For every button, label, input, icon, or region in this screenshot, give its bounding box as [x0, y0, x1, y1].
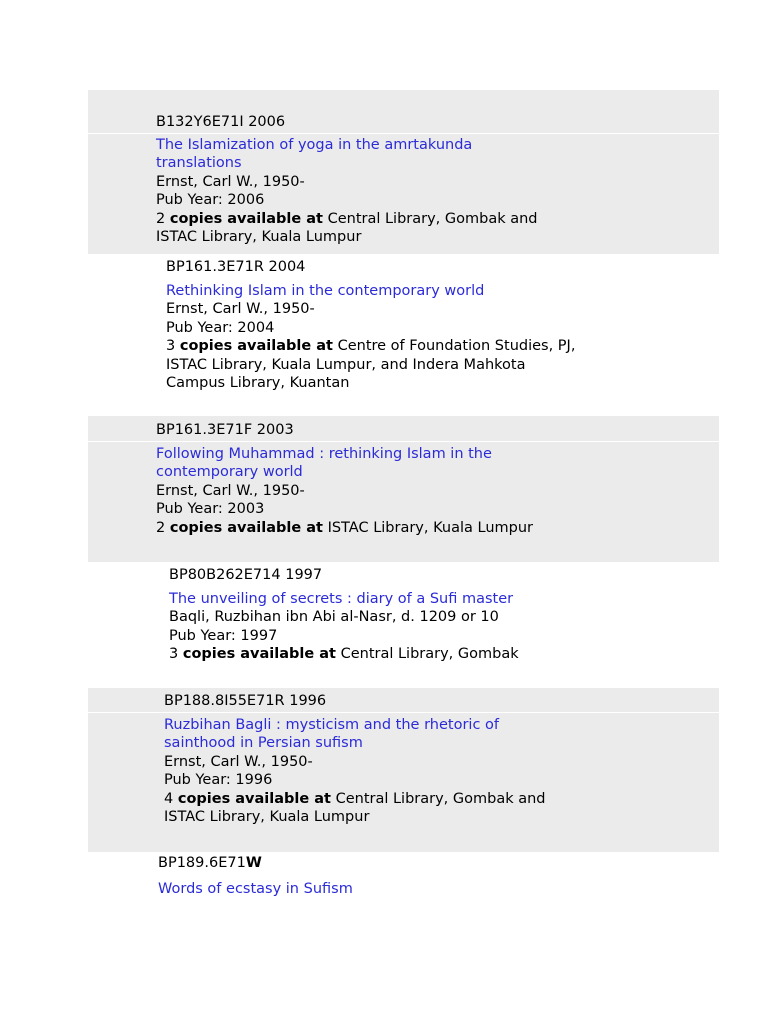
divider: [88, 441, 719, 442]
author: Ernst, Carl W., 1950-: [164, 753, 313, 770]
copies-count: 2: [156, 519, 166, 536]
copies-count: 3: [169, 646, 179, 663]
title-link[interactable]: Rethinking Islam in the contemporary world: [166, 283, 485, 299]
record-body: [156, 136, 586, 246]
copies-availability: [164, 790, 569, 827]
locations: ISTAC Library, Kuala Lumpur: [327, 519, 533, 536]
locations: Central Library, Gombak and ISTAC Library, Kuala Lumpur: [156, 210, 538, 246]
title-link[interactable]: The unveiling of secrets : diary of a Sufi master: [169, 591, 514, 607]
copies-label: copies available at: [179, 338, 333, 355]
locations: Central Library, Gombak and ISTAC Library, Kuala Lumpur: [164, 790, 546, 826]
copies-availability: [169, 645, 599, 663]
copies-availability: [156, 210, 561, 247]
copies-availability: [156, 519, 586, 537]
pub-year: Pub Year: 1996: [164, 772, 273, 789]
title-link[interactable]: Ruzbihan Bagli : mysticism and the rhetoric of sainthood in Persian sufism: [164, 717, 500, 752]
divider: [88, 712, 719, 713]
copies-availability: [166, 337, 581, 392]
record-body: [164, 716, 594, 826]
copies-label: copies available at: [169, 519, 323, 536]
call-number: BP80B262E714 1997: [169, 567, 323, 583]
call-number-prefix: BP189.6E71: [158, 855, 246, 871]
pub-year: Pub Year: 2003: [156, 501, 265, 518]
record-1: [88, 90, 719, 254]
record-body: [158, 880, 588, 898]
pub-year: Pub Year: 2004: [166, 319, 275, 336]
record-6: [88, 852, 719, 912]
author: Baqli, Ruzbihan ibn Abi al-Nasr, d. 1209 or 10: [169, 609, 499, 626]
copies-count: 2: [156, 210, 166, 227]
copies-count: 3: [166, 338, 176, 355]
pub-year: Pub Year: 1997: [169, 627, 278, 644]
locations: Centre of Foundation Studies, PJ, ISTAC Library, Kuala Lumpur, and Indera Mahkota Campus Library, Kuantan: [166, 338, 576, 392]
record-2: [88, 254, 719, 416]
record-body: [166, 282, 581, 392]
copies-label: copies available at: [182, 646, 336, 663]
record-3: [88, 416, 719, 562]
copies-count: 4: [164, 790, 174, 807]
call-number: BP161.3E71R 2004: [166, 259, 306, 275]
author: Ernst, Carl W., 1950-: [156, 173, 305, 190]
copies-label: copies available at: [177, 790, 331, 807]
pub-year: Pub Year: 2006: [156, 192, 265, 209]
record-4: [88, 562, 719, 688]
title-link[interactable]: The Islamization of yoga in the amrtakunda translations: [156, 137, 473, 172]
copies-label: copies available at: [169, 210, 323, 227]
locations: Central Library, Gombak: [340, 646, 519, 663]
author: Ernst, Carl W., 1950-: [166, 301, 315, 318]
divider: [88, 133, 719, 134]
call-number-suffix: W: [245, 855, 262, 871]
call-number: [158, 854, 262, 872]
call-number: BP161.3E71F 2003: [156, 422, 294, 438]
call-number: B132Y6E71I 2006: [156, 114, 286, 130]
call-number: BP188.8I55E71R 1996: [164, 693, 327, 709]
record-5: [88, 688, 719, 852]
title-link[interactable]: Words of ecstasy in Sufism: [158, 881, 353, 897]
record-body: [169, 590, 599, 664]
title-link[interactable]: Following Muhammad : rethinking Islam in the contemporary world: [156, 446, 492, 481]
record-body: [156, 445, 586, 537]
author: Ernst, Carl W., 1950-: [156, 482, 305, 499]
